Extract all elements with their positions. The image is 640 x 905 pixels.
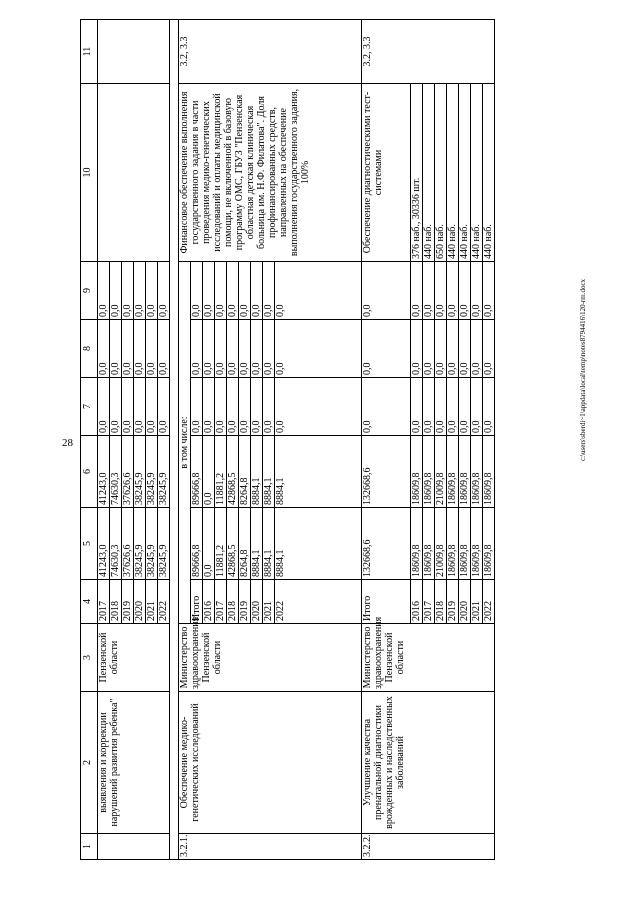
target-cell	[98, 20, 170, 84]
value-c7: 0,0	[215, 378, 227, 436]
value-c7: 0,0	[134, 378, 146, 436]
header-cell: 8	[81, 320, 98, 378]
value-c6: 18609,8	[447, 436, 459, 508]
value-c9: 0,0	[227, 262, 239, 320]
page-number: 28	[62, 437, 73, 449]
year-cell: 2018	[435, 580, 447, 624]
value-c7: 0,0	[471, 378, 483, 436]
result-cell: Финансовое обеспечение выполнения государственного задания в части проведения медико-генетических исследований и оплаты медицинской помощи, не включенной в базовую программу ОМС, ГБУЗ "Пензенская областная детская клиническая больница им. Н.Ф. Филатова". Доля профинансированных средств, направленных на обеспечение выполнения государственного задания, 100%	[179, 84, 362, 262]
value-c5: 8884,1	[263, 508, 275, 580]
value-c8: 0,0	[215, 320, 227, 378]
year-cell: 2020	[134, 580, 146, 624]
value-c6: 74630,3	[110, 436, 122, 508]
value-c5: 18609,8	[471, 508, 483, 580]
value-c5: 42868,5	[227, 508, 239, 580]
value-c9: 0,0	[411, 262, 423, 320]
value-c9: 0,0	[459, 262, 471, 320]
value-c7: 0,0	[251, 378, 263, 436]
result-value: 440 наб.	[471, 84, 483, 262]
total-row	[362, 20, 411, 860]
value-c5: 18609,8	[459, 508, 471, 580]
year-cell: 2021	[146, 580, 158, 624]
value-c8: 0,0	[98, 320, 110, 378]
value-c6: 18609,8	[471, 436, 483, 508]
value-c9: 0,0	[122, 262, 134, 320]
value-c9: 0,0	[191, 262, 203, 320]
block-3-2-2	[362, 20, 495, 860]
result-value: 440 наб.	[423, 84, 435, 262]
value-c8: 0,0	[134, 320, 146, 378]
value-c8: 0,0	[191, 320, 203, 378]
value-c5: 74630,3	[110, 508, 122, 580]
value-c6: 0,0	[203, 436, 215, 508]
value-c7: 0,0	[483, 378, 495, 436]
measure-name: Улучшение качества пренатальной диагностики врожденных и наследственных заболеваний	[362, 692, 495, 834]
value-c8: 0,0	[275, 320, 362, 378]
executor-cell: Министерство здравоохранения Пензенской области	[179, 624, 362, 692]
value-c7: 0,0	[203, 378, 215, 436]
value-c9: 0,0	[362, 262, 411, 320]
header-cell: 11	[81, 20, 98, 84]
value-c7: 0,0	[191, 378, 203, 436]
year-cell: Итого	[362, 580, 411, 624]
value-c5: 38245,9	[146, 508, 158, 580]
header-cell: 1	[81, 834, 98, 860]
subtotal-note: в том числе:	[179, 262, 191, 624]
value-c9: 0,0	[215, 262, 227, 320]
value-c7: 0,0	[459, 378, 471, 436]
year-cell: Итого	[191, 580, 203, 624]
value-c5: 18609,8	[411, 508, 423, 580]
value-c7: 0,0	[110, 378, 122, 436]
value-c5: 8884,1	[251, 508, 263, 580]
value-c7: 0,0	[158, 378, 170, 436]
value-c7: 0,0	[239, 378, 251, 436]
value-c6: 18609,8	[411, 436, 423, 508]
value-c5: 18609,8	[483, 508, 495, 580]
footer-path-text: c:\users\sberdi~1\appdata\local\temp\notes8794416\120-rm.docx	[579, 278, 587, 461]
value-c9: 0,0	[483, 262, 495, 320]
value-c5: 37626,6	[122, 508, 134, 580]
value-c8: 0,0	[459, 320, 471, 378]
value-c6: 18609,8	[423, 436, 435, 508]
header-cell: 3	[81, 624, 98, 692]
value-c7: 0,0	[122, 378, 134, 436]
result-value: 440 наб.	[447, 84, 459, 262]
value-c6: 8264,8	[239, 436, 251, 508]
year-cell: 2020	[251, 580, 263, 624]
value-c6: 38245,9	[134, 436, 146, 508]
result-value: 440 наб.	[483, 84, 495, 262]
value-c7: 0,0	[227, 378, 239, 436]
value-c9: 0,0	[275, 262, 362, 320]
value-c9: 0,0	[435, 262, 447, 320]
value-c6: 11881,2	[215, 436, 227, 508]
year-cell: 2019	[239, 580, 251, 624]
year-cell: 2021	[263, 580, 275, 624]
value-c5: 18609,8	[423, 508, 435, 580]
value-c9: 0,0	[447, 262, 459, 320]
result-head: Обеспечение диагностическими тест-системами	[362, 84, 411, 262]
rotated-page	[80, 20, 566, 860]
value-c5: 38245,9	[158, 508, 170, 580]
value-c5: 21009,8	[435, 508, 447, 580]
value-c8: 0,0	[227, 320, 239, 378]
year-cell: 2017	[423, 580, 435, 624]
table-row	[179, 20, 191, 860]
value-c7: 0,0	[146, 378, 158, 436]
value-c6: 89666,8	[191, 436, 203, 508]
value-c7: 0,0	[263, 378, 275, 436]
value-c9: 0,0	[203, 262, 215, 320]
value-c8: 0,0	[239, 320, 251, 378]
value-c8: 0,0	[471, 320, 483, 378]
year-cell: 2018	[227, 580, 239, 624]
year-cell: 2022	[158, 580, 170, 624]
value-c8: 0,0	[411, 320, 423, 378]
value-c5: 132668,6	[362, 508, 411, 580]
header-cell: 6	[81, 436, 98, 508]
value-c6: 8884,1	[263, 436, 275, 508]
value-c5: 0,0	[203, 508, 215, 580]
header-cell: 7	[81, 378, 98, 436]
value-c6: 42868,5	[227, 436, 239, 508]
value-c7: 0,0	[98, 378, 110, 436]
year-cell: 2016	[203, 580, 215, 624]
value-c9: 0,0	[423, 262, 435, 320]
header-cell: 10	[81, 84, 98, 262]
program-table	[80, 19, 495, 860]
value-c7: 0,0	[423, 378, 435, 436]
value-c8: 0,0	[423, 320, 435, 378]
year-cell: 2022	[275, 580, 362, 624]
measure-name: выявления и коррекции нарушений развития ребенка"	[98, 692, 170, 834]
value-c9: 0,0	[158, 262, 170, 320]
value-c8: 0,0	[158, 320, 170, 378]
value-c8: 0,0	[146, 320, 158, 378]
value-c5: 89666,8	[191, 508, 203, 580]
value-c7: 0,0	[275, 378, 362, 436]
year-cell: 2020	[459, 580, 471, 624]
value-c7: 0,0	[435, 378, 447, 436]
value-c8: 0,0	[362, 320, 411, 378]
result-cell	[98, 84, 170, 262]
value-c5: 11881,2	[215, 508, 227, 580]
target-cell: 3.2, 3.3	[362, 20, 495, 84]
value-c7: 0,0	[362, 378, 411, 436]
year-cell: 2016	[411, 580, 423, 624]
value-c9: 0,0	[471, 262, 483, 320]
year-cell: 2022	[483, 580, 495, 624]
value-c8: 0,0	[122, 320, 134, 378]
year-cell: 2017	[215, 580, 227, 624]
value-c8: 0,0	[110, 320, 122, 378]
header-cell: 5	[81, 508, 98, 580]
value-c6: 8884,1	[251, 436, 263, 508]
value-c9: 0,0	[146, 262, 158, 320]
value-c8: 0,0	[435, 320, 447, 378]
year-cell: 2021	[471, 580, 483, 624]
value-c6: 132668,6	[362, 436, 411, 508]
value-c8: 0,0	[447, 320, 459, 378]
number-cell	[98, 834, 170, 860]
value-c6: 37626,6	[122, 436, 134, 508]
continuation-block	[98, 20, 170, 860]
value-c9: 0,0	[263, 262, 275, 320]
year-cell: 2019	[447, 580, 459, 624]
value-c6: 41243,0	[98, 436, 110, 508]
value-c9: 0,0	[239, 262, 251, 320]
value-c5: 8884,1	[275, 508, 362, 580]
year-cell: 2017	[98, 580, 110, 624]
value-c8: 0,0	[263, 320, 275, 378]
result-value: 650 наб.	[435, 84, 447, 262]
gap-row	[170, 20, 179, 860]
value-c6: 18609,8	[483, 436, 495, 508]
header-cell: 4	[81, 580, 98, 624]
item-number: 3.2.1.	[179, 834, 362, 860]
value-c5: 41243,0	[98, 508, 110, 580]
executor-cell: Министерство здравоохранения Пензенской области	[362, 624, 495, 692]
value-c9: 0,0	[134, 262, 146, 320]
value-c5: 18609,8	[447, 508, 459, 580]
year-cell: 2019	[122, 580, 134, 624]
value-c6: 18609,8	[459, 436, 471, 508]
measure-name: Обеспечение медико-генетических исследований	[179, 692, 362, 834]
target-cell: 3.2, 3.3	[179, 20, 362, 84]
executor-cell: Пензенской области	[98, 624, 170, 692]
result-value: 376 наб., 30336 шт.	[411, 84, 423, 262]
header-cell: 9	[81, 262, 98, 320]
block-3-2-1	[179, 20, 362, 860]
value-c9: 0,0	[251, 262, 263, 320]
value-c7: 0,0	[447, 378, 459, 436]
year-cell: 2018	[110, 580, 122, 624]
value-c5: 38245,9	[134, 508, 146, 580]
value-c6: 38245,9	[158, 436, 170, 508]
value-c5: 8264,8	[239, 508, 251, 580]
value-c8: 0,0	[483, 320, 495, 378]
header-row	[81, 20, 98, 860]
value-c6: 38245,9	[146, 436, 158, 508]
table-row	[98, 20, 110, 860]
value-c9: 0,0	[98, 262, 110, 320]
header-cell: 2	[81, 692, 98, 834]
value-c9: 0,0	[110, 262, 122, 320]
value-c7: 0,0	[411, 378, 423, 436]
value-c6: 8884,1	[275, 436, 362, 508]
value-c6: 21009,8	[435, 436, 447, 508]
footer-file-path	[579, 278, 593, 464]
item-number: 3.2.2.	[362, 834, 495, 860]
value-c8: 0,0	[203, 320, 215, 378]
result-value: 440 наб.	[459, 84, 471, 262]
value-c8: 0,0	[251, 320, 263, 378]
